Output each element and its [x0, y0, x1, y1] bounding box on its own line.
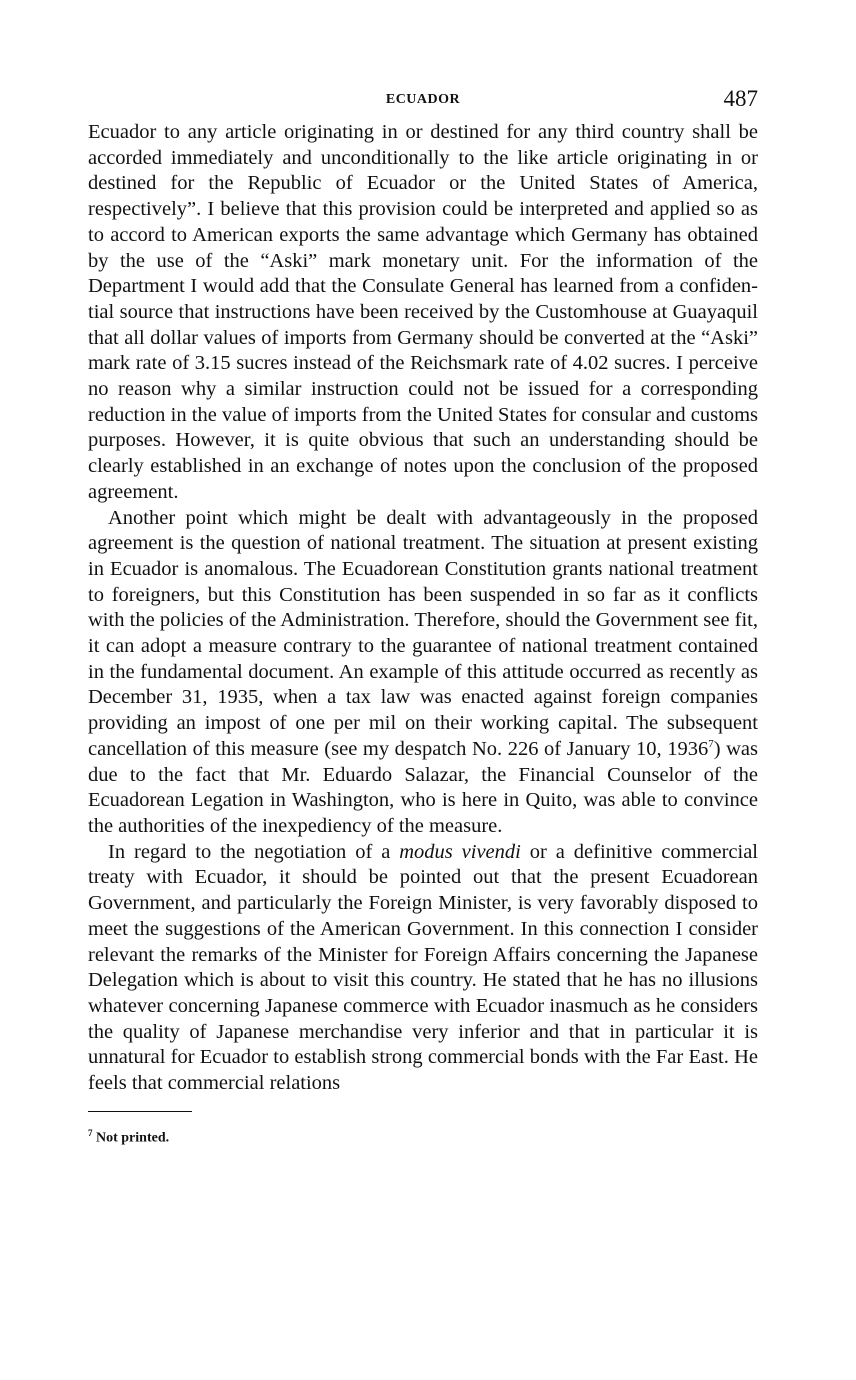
document-page — [88, 86, 758, 1146]
running-head — [88, 86, 758, 120]
paragraph-2 — [88, 506, 758, 840]
footnote-reference: 7 — [708, 738, 714, 751]
paragraph-2-text-b: ) was due to the fact that Mr. Eduardo Salazar, the Financial Counselor of the Ecuadorean Legation in Washington, who is here in Quito, was able to convince the authorities of the inexpediency of the measure. — [88, 737, 758, 837]
running-title: ECUADOR — [385, 92, 461, 107]
footnote-marker: 7 — [88, 1127, 93, 1138]
body-text — [88, 120, 758, 1097]
paragraph-2-text-a: Another point which might be dealt with advantageously in the proposed agreement is the question of national treatment. The situation at present existing in Ecuador is anomalous. The Ecuadorean Constitution grants national treatment to foreigners, but this Constitution has been suspended in so far as it conflicts with the policies of the Administration. Therefore, should the Government see fit, it can adopt a measure contrary to the guarantee of national treatment contained in the fundamental document. An example of this attitude occurred as recently as December 31, 1935, when a tax law was enacted against foreign companies providing an impost of one per mil on their working capital. The subsequent cancellation of this measure (see my despatch No. 226 of January 10, 1936 — [88, 506, 758, 760]
paragraph-3-text-b: or a definitive commercial treaty with Ecuador, it should be pointed out that the present Ecuadorean Government, and particularly the Foreign Minister, is very favorably disposed to meet the suggestions of the American Government. In this connection I consider relevant the remarks of the Minister for Foreign Affairs concerning the Japanese Delegation which is about to visit this country. He stated that he has no illusions whatever concerning Japanese commerce with Ecuador inasmuch as he considers the quality of Japanese merchandise very inferior and that in particular it is unnatural for Ecuador to establish strong commercial bonds with the Far East. He feels that commercial relations — [88, 840, 758, 1095]
paragraph-1: Ecuador to any article originating in or destined for any third country shall be accorded immediately and unconditionally to the like article originating in or destined for the Republic of Ecuador or the United States of America, respectively”. I believe that this provision could be interpreted and applied so as to accord to American exports the same advantage which Germany has obtained by the use of the “Aski” mark monetary unit. For the information of the Department I would add that the Consulate General has learned from a confidential source that instructions have been received by the Customhouse at Guayaquil that all dollar values of imports from Germany should be converted at the “Aski” mark rate of 3.15 sucres instead of the Reichsmark rate of 4.02 sucres. I perceive no reason why a similar instruction could not be issued for a corresponding reduction in the value of imports from the United States for consular and customs purposes. However, it is quite obvious that such an understanding should be clearly established in an exchange of notes upon the conclusion of the proposed agreement. — [88, 121, 758, 503]
paragraph-3-text-a: In regard to the negotiation of a — [108, 840, 400, 863]
italic-phrase: modus vivendi — [399, 840, 521, 863]
footnote-text: Not printed. — [96, 1130, 170, 1146]
footnote — [88, 1128, 758, 1147]
page-number: 487 — [723, 86, 758, 111]
paragraph-3 — [88, 840, 758, 1097]
footnote-divider — [88, 1111, 192, 1112]
